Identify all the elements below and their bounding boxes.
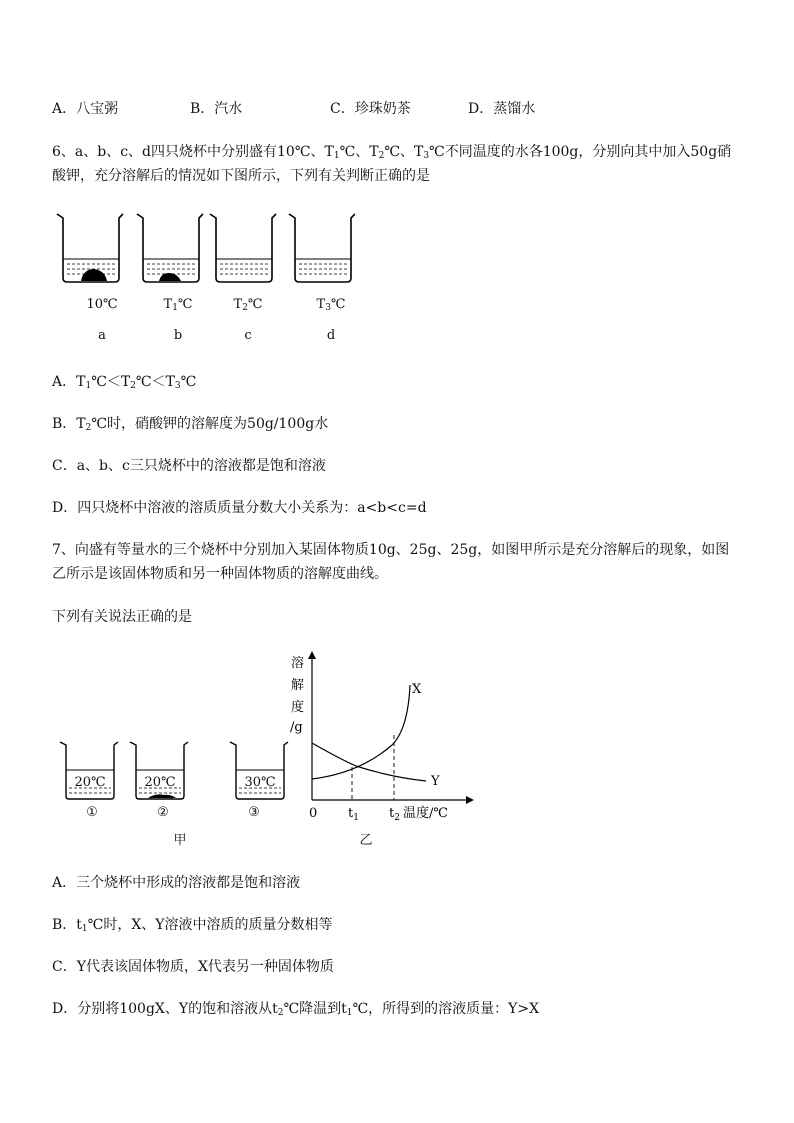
q6-option-b: B．$T_2℃$时，硝酸钾的溶解度为50g/100g水 (52, 416, 329, 433)
beaker-3-temp: 30℃ (244, 775, 276, 790)
beaker-b (137, 214, 203, 282)
y-axis-char: /g (290, 720, 303, 735)
origin-label: 0 (309, 806, 318, 821)
y-axis-char: 度 (291, 700, 305, 715)
t1-label: $t_1$ (348, 806, 359, 823)
q6-option-d: D．四只烧杯中溶液的溶质质量分数大小关系为：a<b<c=d (52, 500, 427, 516)
q6-stem-text: 6、a、b、c、d四只烧杯中分别盛有10℃、T (52, 144, 334, 160)
beaker-d-temp: $T_3℃$ (316, 297, 346, 313)
beaker-1-number: ① (86, 805, 98, 820)
curve-y (312, 743, 426, 781)
beaker-2-temp: 20℃ (144, 775, 176, 790)
beaker-b-letter: b (173, 328, 183, 343)
q6-stem-text: ℃、T (339, 144, 379, 160)
beaker-c-temp: $T_2℃$ (233, 297, 263, 313)
q7-solubility-graph (280, 645, 480, 845)
q7-stem-line2: 乙所示是该固体物质和另一种固体物质的溶解度曲线。 (52, 566, 388, 582)
x-axis-label: 温度/℃ (403, 806, 448, 821)
curve-y-label: Y (431, 774, 440, 789)
q6-stem-sub: 1 (333, 151, 340, 161)
beaker-a-temp: 10℃ (86, 297, 118, 312)
t2-label: $t_2$ (389, 806, 400, 823)
beaker-c-letter: c (244, 328, 252, 343)
q6-option-a: A．$T_1℃<T_2℃<T_3℃$ (52, 374, 197, 391)
undissolved-solid-a (81, 269, 107, 281)
beaker-2-number: ② (157, 805, 169, 820)
q6-stem-line1 (52, 142, 731, 166)
y-axis-char: 溶 (291, 656, 305, 671)
beaker-a (57, 214, 123, 282)
beaker-2 (130, 742, 188, 799)
q7-option-c: C．Y代表该固体物质，X代表另一种固体物质 (52, 959, 334, 975)
q7-option-d: D．分别将100gX、Y的饱和溶液从$t_2℃$降温到$t_1℃$，所得到的溶液质量：Y>X (52, 1001, 540, 1018)
q6-stem-sub: 2 (378, 151, 385, 161)
curve-x-label: X (412, 682, 422, 697)
beaker-1 (60, 742, 118, 799)
beaker-c (210, 214, 276, 282)
beaker-a-letter: a (98, 328, 106, 343)
q7-option-b: B．$t_1℃$时，X、Y溶液中溶质的质量分数相等 (52, 917, 333, 934)
q5-option-a: A．八宝粥 (52, 101, 119, 117)
q5-option-d: D．蒸馏水 (468, 101, 536, 117)
beaker-b-temp: $T_1℃$ (163, 297, 193, 313)
q6-beaker-figure (55, 212, 355, 292)
q7-stem-line1: 7、向盛有等量水的三个烧杯中分别加入某固体物质10g、25g、25g，如图甲所示是充分溶解后的现象，如图 (52, 542, 730, 558)
q6-stem-text: ℃不同温度的水各100g，分别向其中加入50g硝 (429, 144, 732, 160)
q6-stem-text: ℃、T (384, 144, 424, 160)
q7-stem-line3: 下列有关说法正确的是 (52, 609, 192, 625)
q5-option-b: B．汽水 (190, 101, 243, 117)
beaker-1-temp: 20℃ (74, 775, 106, 790)
q5-option-c: C．珍珠奶茶 (330, 101, 411, 117)
curve-x (312, 685, 410, 779)
q7-option-a: A．三个烧杯中形成的溶液都是饱和溶液 (52, 875, 301, 891)
q6-stem-sub: 3 (423, 151, 430, 161)
figure-yi-label: 乙 (359, 833, 373, 848)
y-axis-arrow (308, 651, 316, 659)
y-axis-char: 解 (291, 678, 305, 693)
beaker-3-number: ③ (248, 805, 260, 820)
beaker-d-letter: d (326, 328, 336, 343)
figure-jia-label: 甲 (173, 833, 187, 848)
x-axis-arrow (466, 796, 474, 804)
undissolved-solid-2 (148, 794, 176, 798)
q6-option-c: C．a、b、c三只烧杯中的溶液都是饱和溶液 (52, 458, 326, 474)
beaker-d (289, 214, 355, 282)
q6-stem-line2: 酸钾，充分溶解后的情况如下图所示，下列有关判断正确的是 (52, 168, 430, 184)
